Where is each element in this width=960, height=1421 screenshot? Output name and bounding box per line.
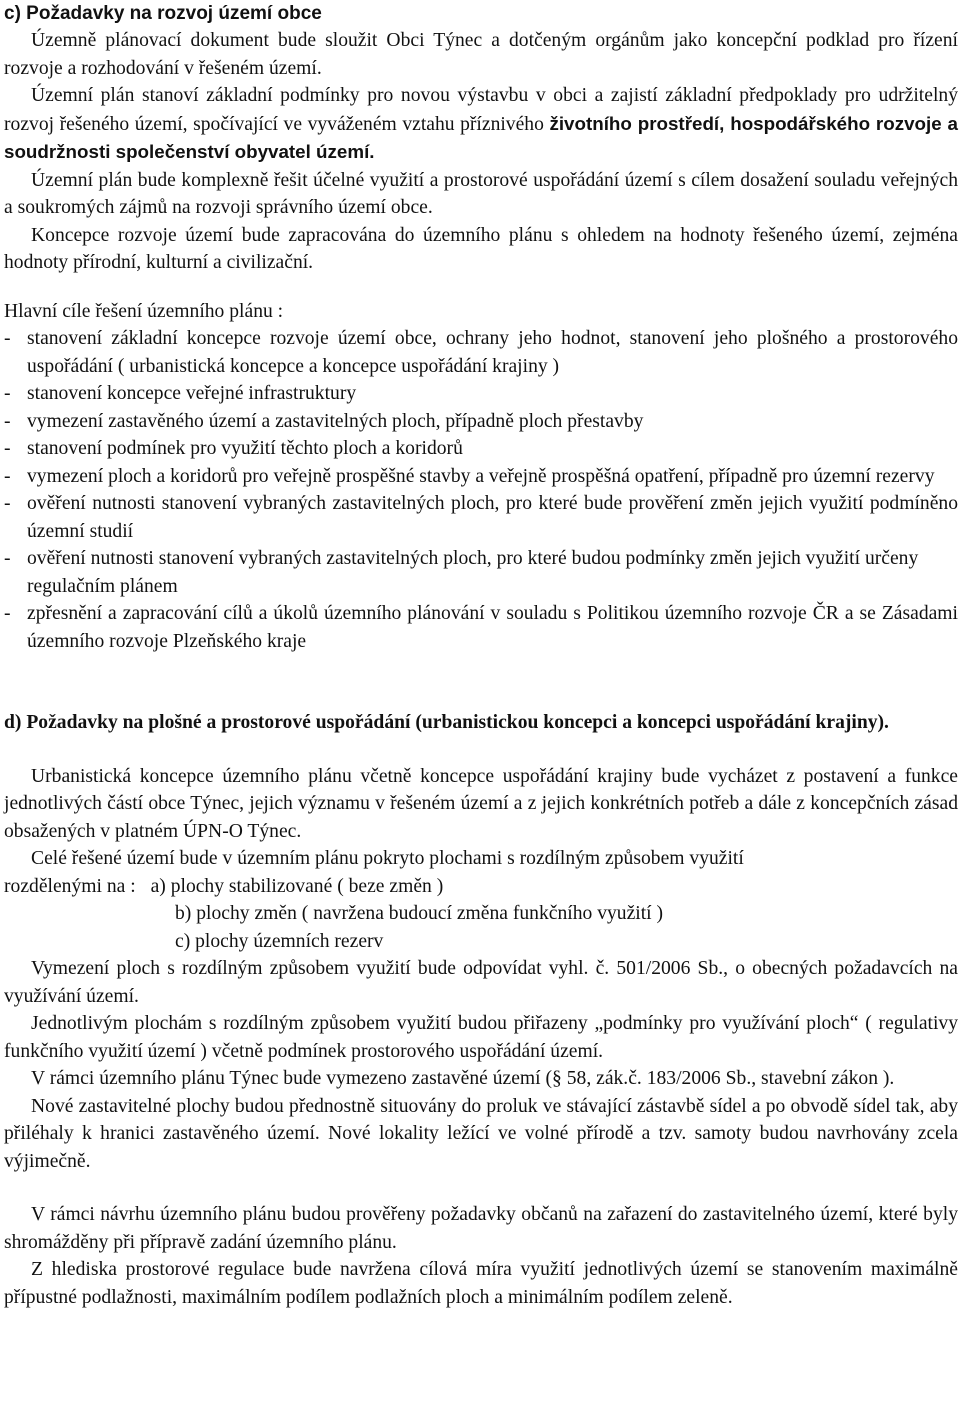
option-c: c) plochy územních rezerv — [175, 930, 384, 952]
section-d-paragraph-1: Urbanistická koncepce územního plánu včetně koncepce uspořádání krajiny bude vycházet z postavení a funkce jednotlivých částí obce Týnec, jejich významu v řešeném území a z jejich konkrétních potřeb a dále z koncepčních zásad obsažených v platném ÚPN-O Týnec. — [4, 765, 958, 842]
option-b: b) plochy změn ( navržena budoucí změna funkčního využití ) — [175, 903, 664, 924]
section-d-paragraph-6: Nové zastavitelné plochy budou přednostně situovány do proluk ve stávající zástavbě sídel a po obvodě sídel tak, aby přiléhaly k hranici zastavěného území. Nové lokality ležící ve volné přírodě a tzv. samoty budou navrhovány zcela výjimečně. — [4, 1095, 958, 1172]
goal-text: vymezení zastavěného území a zastavitelných ploch, případně ploch přestavby — [27, 410, 644, 432]
section-c-paragraph-2-text: Územní plán stanoví základní podmínky pro novou výstavbu v obci a zajistí základní předpoklady pro udržitelný rozvoj řešeného území, spočívající ve vyváženém vztahu příznivého — [4, 85, 958, 135]
goal-dash: - — [4, 465, 11, 487]
section-c-paragraph-3: Územní plán bude komplexně řešit účelné využití a prostorové uspořádání území s cílem dosažení souladu veřejných a soukromých zájmů na rozvoji správního území obce. — [4, 169, 958, 218]
goals-title: Hlavní cíle řešení územního plánu : — [4, 300, 284, 322]
section-d-paragraph-3: Vymezení ploch s rozdílným způsobem využití bude odpovídat vyhl. č. 501/2006 Sb., o obecných požadavcích na využívání území. — [4, 958, 958, 1007]
goal-text: stanovení základní koncepce rozvoje území obce, ochrany jeho hodnot, stanovení jeho plošného a prostorového uspořádání ( urbanistická koncepce a koncepce uspořádání krajiny ) — [27, 328, 958, 377]
section-d-paragraph-4: Jednotlivým plochám s rozdílným způsobem využití budou přiřazeny „podmínky pro využívání ploch“ ( regulativy funkčního využití území ) včetně podmínek prostorového uspořádání území. — [4, 1013, 958, 1062]
goal-text: zpřesnění a zapracování cílů a úkolů územního plánování v souladu s Politikou územního rozvoje ČR a se Zásadami územního rozvoje Plzeňského kraje — [27, 603, 958, 652]
section-d-paragraph-2-options — [4, 873, 958, 901]
goal-item — [4, 463, 958, 491]
goal-text: ověření nutnosti stanovení vybraných zastavitelných ploch, pro které budou podmínky změn jejich využití určeny regulačním plánem — [27, 548, 919, 597]
section-d-paragraph-5: V rámci územního plánu Týnec bude vymezeno zastavěné území (§ 58, zák.č. 183/2006 Sb., stavební zákon ). — [31, 1068, 895, 1089]
goal-text: ověření nutnosti stanovení vybraných zastavitelných ploch, pro které bude prověření změn jejich využití podmíněno územní studií — [27, 493, 958, 542]
goal-dash: - — [4, 603, 11, 624]
document-page — [4, 0, 958, 1311]
goal-dash: - — [4, 493, 11, 514]
section-d-paragraph-2-line-1: Celé řešené území bude v územním plánu pokryto plochami s rozdílným způsobem využití — [31, 848, 744, 869]
section-c-paragraph-2 — [4, 82, 958, 167]
section-c-paragraph-4: Koncepce rozvoje území bude zapracována do územního plánu s ohledem na hodnoty řešeného území, zejména hodnoty přírodní, kulturní a civilizační. — [4, 224, 958, 273]
goal-dash: - — [4, 328, 11, 349]
goal-item — [4, 545, 958, 600]
goal-text: stanovení podmínek pro využití těchto ploch a koridorů — [27, 438, 463, 459]
goal-item — [4, 408, 958, 436]
section-d-heading: d) Požadavky na plošné a prostorové uspořádání (urbanistickou koncepci a koncepci uspořádání krajiny). — [4, 712, 889, 733]
goal-dash: - — [4, 410, 11, 432]
goal-text: stanovení koncepce veřejné infrastruktury — [27, 383, 357, 404]
section-c-heading: c) Požadavky na rozvoj území obce — [4, 3, 322, 24]
goal-item — [4, 435, 958, 463]
goal-text: vymezení ploch a koridorů pro veřejně prospěšné stavby a veřejně prospěšná opatření, případně pro územní rezervy — [27, 465, 935, 487]
goal-item — [4, 325, 958, 380]
option-a: a) plochy stabilizované ( beze změn ) — [150, 875, 444, 897]
goal-item — [4, 490, 958, 545]
goals-list — [4, 325, 958, 655]
options-lead: rozdělenými na : — [4, 875, 136, 897]
goal-dash: - — [4, 438, 11, 459]
goal-item — [4, 600, 958, 655]
section-d-paragraph-8: Z hlediska prostorové regulace bude navržena cílová míra využití jednotlivých území se stanovením maximálně přípustné podlažnosti, maximálním podílem podlažních ploch a minimálním podílem zeleně. — [4, 1259, 958, 1308]
goal-item — [4, 380, 958, 408]
goal-dash: - — [4, 383, 11, 404]
goal-dash: - — [4, 548, 11, 569]
section-c-paragraph-2-bold: životního prostředí, hospodářského rozvoje a soudržnosti společenství obyvatel území. — [4, 112, 958, 162]
section-c-paragraph-1: Územně plánovací dokument bude sloužit Obci Týnec a dotčeným orgánům jako koncepční podklad pro řízení rozvoje a rozhodování v řešeném území. — [4, 30, 958, 79]
section-d-paragraph-7: V rámci návrhu územního plánu budou prověřeny požadavky občanů na zařazení do zastavitelného území, které byly shromážděny při přípravě zadání územního plánu. — [4, 1204, 958, 1253]
